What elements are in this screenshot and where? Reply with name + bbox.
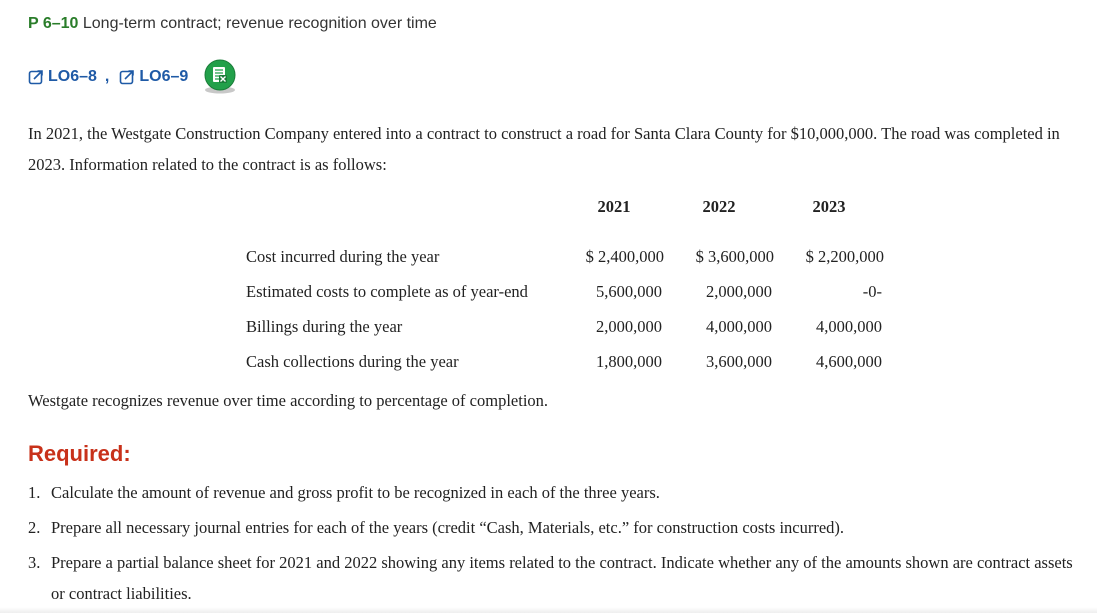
required-list: [28, 477, 1073, 613]
row-label: Billings during the year: [246, 316, 403, 336]
problem-intro: In 2021, the Westgate Construction Company entered into a contract to construct a road for Santa Clara County for $10,000,000. The road was completed in 2023. Information related to the contract is as follows:: [28, 124, 1060, 174]
item-number: 3.: [28, 553, 41, 572]
table-cell: 4,000,000: [816, 316, 882, 336]
item-text: Prepare a partial balance sheet for 2021 and 2022 showing any items related to the contract. Indicate whether any of the amounts shown are contract assets or contract liabilities.: [51, 553, 1073, 603]
required-heading: Required:: [28, 441, 131, 466]
column-header-2022: 2022: [702, 197, 736, 216]
lo-link-lo6-8[interactable]: [28, 68, 97, 86]
recognition-note: Westgate recognizes revenue over time according to percentage of completion.: [28, 391, 549, 410]
learning-objectives-row: [28, 60, 238, 94]
table-cell: 4,000,000: [706, 316, 772, 336]
table-cell: $ 2,200,000: [805, 246, 884, 266]
column-header-2023: 2023: [812, 197, 846, 216]
problem-header: [28, 15, 437, 33]
list-item: [28, 477, 1073, 508]
table-cell: 2,000,000: [596, 316, 662, 336]
table-cell: $ 3,600,000: [695, 246, 774, 266]
external-link-icon: [119, 69, 135, 85]
table-cell: $ 2,400,000: [585, 246, 664, 266]
table-cell: -0-: [862, 281, 882, 301]
external-link-icon: [28, 69, 44, 85]
item-text: Calculate the amount of revenue and gross profit to be recognized in each of the three years.: [51, 483, 660, 502]
lo-separator: ,: [104, 68, 110, 85]
excel-spreadsheet-icon[interactable]: [202, 59, 238, 95]
table-cell: 1,800,000: [596, 351, 662, 371]
table-cell: 4,600,000: [816, 351, 882, 371]
problem-number: P 6–10: [28, 15, 79, 32]
contract-data-table: [240, 193, 884, 379]
list-item: [28, 547, 1073, 609]
lo-label: LO6–9: [139, 68, 189, 85]
table-cell: 5,600,000: [596, 281, 662, 301]
table-row: [240, 309, 884, 344]
table-row: [240, 274, 884, 309]
item-number: 1.: [28, 483, 41, 502]
row-label: Cost incurred during the year: [246, 246, 440, 266]
lo-label: LO6–8: [48, 68, 97, 85]
row-label: Estimated costs to complete as of year-end: [246, 281, 528, 301]
table-cell: 2,000,000: [706, 281, 772, 301]
item-number: 2.: [28, 518, 41, 537]
table-row: [240, 239, 884, 274]
table-cell: 3,600,000: [706, 351, 772, 371]
item-text: Prepare all necessary journal entries for each of the years (credit “Cash, Materials, etc.” for construction costs incurred).: [51, 518, 845, 537]
bottom-edge: [0, 607, 1097, 613]
table-header-row: [240, 193, 884, 221]
column-header-2021: 2021: [597, 197, 631, 216]
problem-title: Long-term contract; revenue recognition over time: [82, 15, 437, 32]
lo-link-lo6-9[interactable]: [119, 68, 188, 86]
row-label: Cash collections during the year: [246, 351, 459, 371]
table-row: [240, 344, 884, 379]
list-item: [28, 512, 1073, 543]
